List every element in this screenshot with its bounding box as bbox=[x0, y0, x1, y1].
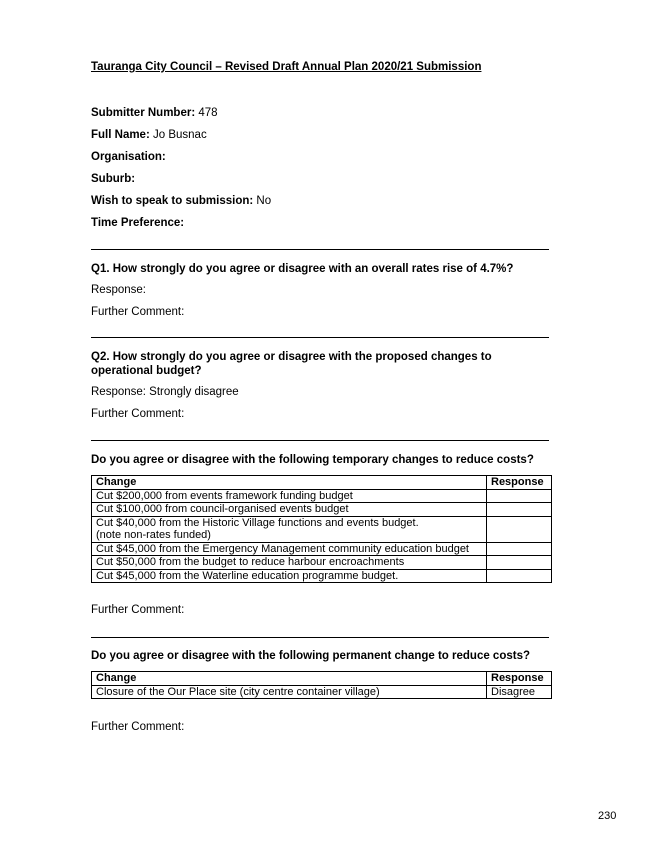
response-cell bbox=[487, 503, 552, 517]
field-label: Submitter Number: bbox=[91, 107, 196, 119]
table-header-row bbox=[92, 476, 552, 490]
response-cell bbox=[487, 489, 552, 503]
table-row bbox=[92, 516, 552, 542]
temporary-changes-table bbox=[91, 475, 552, 583]
field-value: Jo Busnac bbox=[149, 129, 207, 141]
full-name-field bbox=[91, 129, 207, 141]
change-cell bbox=[92, 516, 487, 542]
section-divider bbox=[91, 440, 549, 441]
permanent-change-table bbox=[91, 671, 552, 699]
change-cell: Closure of the Our Place site (city centre container village) bbox=[92, 685, 487, 699]
permanent-change-further-comment: Further Comment: bbox=[91, 721, 185, 733]
field-value: 478 bbox=[195, 107, 218, 119]
q2-response: Response: Strongly disagree bbox=[91, 386, 239, 398]
field-value: No bbox=[253, 195, 272, 207]
section-divider bbox=[91, 249, 549, 250]
change-cell: Cut $100,000 from council-organised events budget bbox=[92, 503, 487, 517]
submitter-number-field bbox=[91, 107, 218, 119]
table-row bbox=[92, 556, 552, 570]
q1-question: Q1. How strongly do you agree or disagree with an overall rates rise of 4.7%? bbox=[91, 263, 514, 275]
q2-question: Q2. How strongly do you agree or disagree with the proposed changes to operational budget? bbox=[91, 351, 492, 377]
column-header-change: Change bbox=[92, 476, 487, 490]
organisation-field bbox=[91, 151, 166, 163]
response-cell bbox=[487, 516, 552, 542]
page-number: 230 bbox=[598, 810, 617, 822]
document-title: Tauranga City Council – Revised Draft Annual Plan 2020/21 Submission bbox=[91, 61, 482, 73]
temporary-changes-further-comment: Further Comment: bbox=[91, 604, 185, 616]
section-divider bbox=[91, 337, 549, 338]
permanent-change-question: Do you agree or disagree with the following permanent change to reduce costs? bbox=[91, 650, 530, 662]
field-label: Wish to speak to submission: bbox=[91, 195, 254, 207]
column-header-change: Change bbox=[92, 672, 487, 686]
response-cell bbox=[487, 569, 552, 583]
table-row bbox=[92, 542, 552, 556]
column-header-response: Response bbox=[487, 672, 552, 686]
table-row bbox=[92, 489, 552, 503]
table-header-row bbox=[92, 672, 552, 686]
change-cell: Cut $45,000 from the Emergency Management community education budget bbox=[92, 542, 487, 556]
table-row bbox=[92, 503, 552, 517]
response-cell: Disagree bbox=[487, 685, 552, 699]
q2-further-comment: Further Comment: bbox=[91, 408, 185, 420]
field-label: Organisation: bbox=[91, 151, 166, 163]
response-cell bbox=[487, 542, 552, 556]
change-cell: Cut $45,000 from the Waterline education programme budget. bbox=[92, 569, 487, 583]
field-label: Time Preference: bbox=[91, 217, 185, 229]
field-label: Full Name: bbox=[91, 129, 150, 141]
change-cell: Cut $50,000 from the budget to reduce harbour encroachments bbox=[92, 556, 487, 570]
suburb-field bbox=[91, 173, 135, 185]
change-text: Cut $40,000 from the Historic Village functions and events budget. bbox=[96, 516, 419, 529]
q1-further-comment: Further Comment: bbox=[91, 306, 185, 318]
change-cell: Cut $200,000 from events framework funding budget bbox=[92, 489, 487, 503]
table-row bbox=[92, 685, 552, 699]
temporary-changes-question: Do you agree or disagree with the following temporary changes to reduce costs? bbox=[91, 454, 534, 466]
wish-to-speak-field bbox=[91, 195, 271, 207]
response-cell bbox=[487, 556, 552, 570]
field-label: Suburb: bbox=[91, 173, 136, 185]
time-preference-field bbox=[91, 217, 184, 229]
column-header-response: Response bbox=[487, 476, 552, 490]
change-note: (note non-rates funded) bbox=[96, 529, 211, 541]
table-row bbox=[92, 569, 552, 583]
q1-response: Response: bbox=[91, 284, 146, 296]
section-divider bbox=[91, 637, 549, 638]
